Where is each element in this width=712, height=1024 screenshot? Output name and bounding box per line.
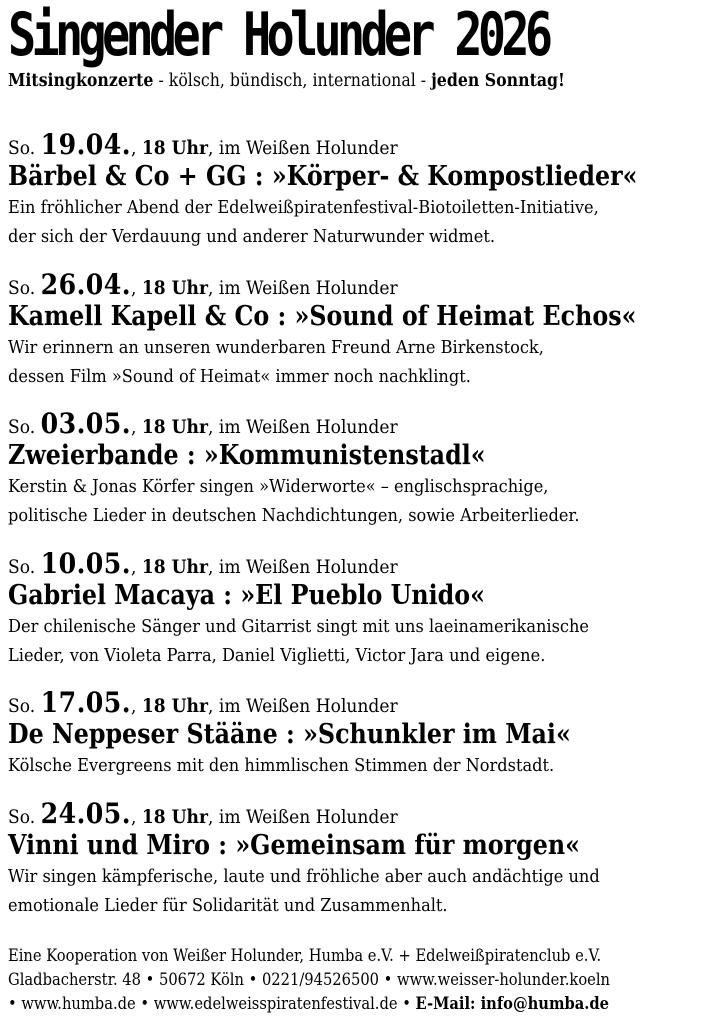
page-title: Singender Holunder 2026: [8, 0, 549, 70]
event-description-line: der sich der Verdauung und anderer Naturwunder widmet.: [8, 226, 496, 247]
event-location: , im Weißen Holunder: [207, 276, 398, 299]
subtitle-concerts: Mitsingkonzerte: [8, 71, 154, 91]
event-item: [8, 797, 712, 941]
event-description-line: Kölsche Evergreens mit den himmlischen Stimmen der Nordstadt.: [8, 755, 555, 776]
event-heading: Bärbel & Co + GG : »Körper- & Kompostlieder«: [8, 161, 638, 192]
event-item: [8, 546, 712, 691]
event-day: So.: [8, 416, 36, 438]
event-description-line: Wir erinnern an unseren wunderbaren Freund Arne Birkenstock,: [8, 336, 544, 358]
event-description-line: politische Lieder in deutschen Nachdichtungen, sowie Arbeiterlieder.: [8, 505, 580, 526]
event-description-line: Ein fröhlicher Abend der Edelweißpiratenfestival-Biotoiletten-Initiative,: [8, 197, 599, 218]
event-description-line: Der chilenische Sänger und Gitarrist singt mit uns laeinamerikanische: [8, 615, 590, 637]
event-heading: Kamell Kapell & Co : »Sound of Heimat Echos«: [8, 300, 637, 332]
page-subtitle: [8, 69, 565, 93]
event-time: 18 Uhr: [141, 416, 208, 438]
event-heading: Gabriel Macaya : »El Pueblo Unido«: [8, 579, 485, 611]
event-location: , im Weißen Holunder: [207, 137, 398, 159]
event-date: 26.04.: [40, 267, 131, 301]
event-description-line: Kerstin & Jonas Körfer singen »Widerworte« – englischsprachige,: [8, 476, 549, 497]
event-time: 18 Uhr: [141, 806, 208, 828]
event-date-line: So. 17.05., 18 Uhr, im Weißen Holunder: [8, 686, 398, 719]
event-location: , im Weißen Holunder: [207, 416, 398, 438]
event-location: , im Weißen Holunder: [207, 806, 398, 828]
event-date-line: So. 10.05., 18 Uhr, im Weißen Holunder: [8, 546, 398, 580]
event-time: 18 Uhr: [141, 695, 208, 717]
event-time: 18 Uhr: [141, 555, 208, 578]
event-time: 18 Uhr: [141, 276, 208, 299]
event-item: [8, 407, 712, 551]
event-description-line: Lieder, von Violeta Parra, Daniel Viglietti, Victor Jara und eigene.: [8, 644, 546, 666]
event-day: So.: [8, 276, 36, 299]
event-date-line: So. 26.04., 18 Uhr, im Weißen Holunder: [8, 267, 398, 301]
footer: [8, 944, 712, 1016]
event-day: So.: [8, 137, 36, 159]
event-heading: Vinni und Miro : »Gemeinsam für morgen«: [8, 830, 580, 861]
event-item: [8, 686, 712, 801]
subtitle-genres: - kölsch, bündisch, international -: [153, 71, 432, 91]
event-location: , im Weißen Holunder: [207, 695, 398, 717]
event-day: So.: [8, 695, 36, 717]
event-item: [8, 267, 712, 412]
event-day: So.: [8, 555, 36, 578]
footer-links: [8, 992, 635, 1016]
subtitle-schedule: jeden Sonntag!: [431, 71, 565, 91]
event-day: So.: [8, 806, 36, 828]
event-description-line: Wir singen kämpferische, laute und fröhliche aber auch andächtige und: [8, 866, 600, 887]
event-item: [8, 128, 712, 272]
event-date: 17.05.: [40, 686, 131, 719]
event-date: 24.05.: [40, 797, 131, 830]
footer-websites: • www.humba.de • www.edelweisspiratenfestival.de •: [8, 994, 416, 1013]
footer-address: Gladbacherstr. 48 • 50672 Köln • 0221/94526500 • www.weisser-holunder.koeln: [8, 970, 611, 989]
event-time: 18 Uhr: [141, 137, 208, 159]
event-heading: Zweierbande : »Kommunistenstadl«: [8, 440, 486, 471]
event-description-line: emotionale Lieder für Solidarität und Zusammenhalt.: [8, 895, 448, 916]
event-heading: De Neppeser Stääne : »Schunkler im Mai«: [8, 719, 571, 750]
event-description-line: dessen Film »Sound of Heimat« immer noch nachklingt.: [8, 365, 471, 387]
event-date: 03.05.: [40, 407, 131, 440]
event-date-line: So. 03.05., 18 Uhr, im Weißen Holunder: [8, 407, 398, 440]
footer-cooperation: Eine Kooperation von Weißer Holunder, Humba e.V. + Edelweißpiratenclub e.V.: [8, 946, 602, 965]
event-date-line: So. 24.05., 18 Uhr, im Weißen Holunder: [8, 797, 398, 830]
event-date: 10.05.: [40, 546, 131, 580]
event-location: , im Weißen Holunder: [207, 555, 398, 578]
event-list: [8, 128, 712, 941]
footer-email: E-Mail: info@humba.de: [415, 994, 610, 1013]
event-date: 19.04.: [40, 128, 131, 161]
event-date-line: So. 19.04., 18 Uhr, im Weißen Holunder: [8, 128, 398, 161]
